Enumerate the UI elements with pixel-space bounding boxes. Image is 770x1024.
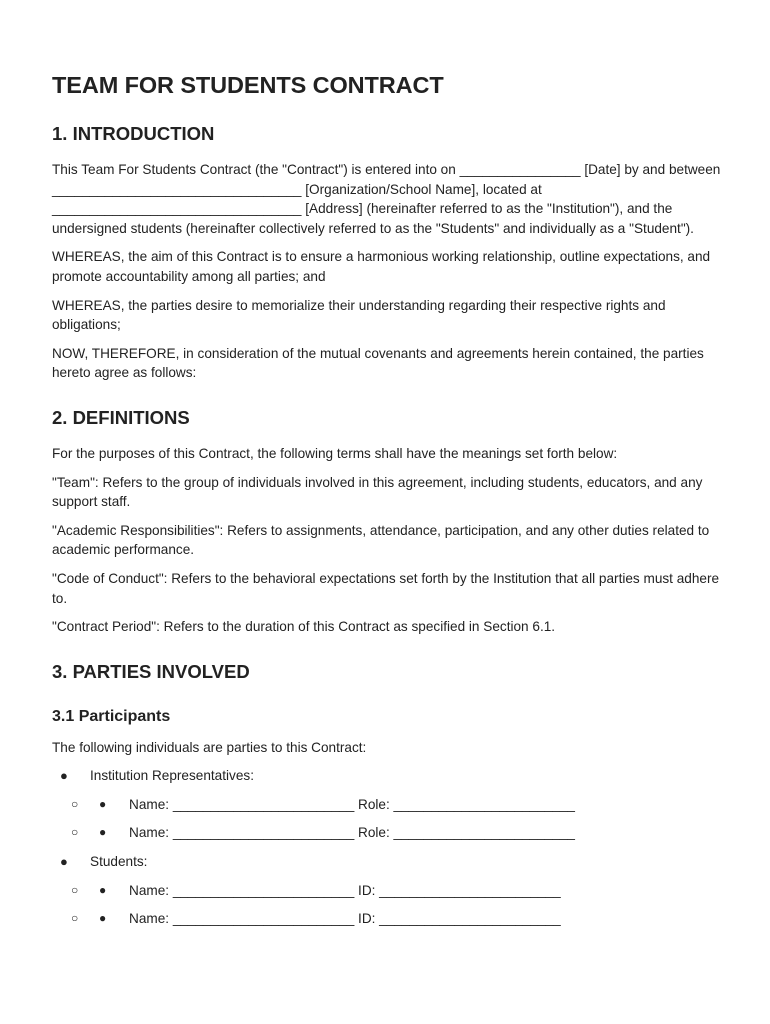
bullet-icon: ●	[99, 911, 107, 926]
definition-contract-period: "Contract Period": Refers to the duration of this Contract as specified in Section 6.1.	[52, 619, 556, 635]
bullet-icon: ●	[60, 854, 68, 870]
circle-bullet-icon: ○	[71, 882, 79, 897]
circle-bullet-icon: ○	[71, 911, 79, 926]
circle-bullet-icon: ○	[71, 825, 79, 840]
list-item	[52, 909, 732, 929]
student-name-id-line: Name: ________________________ ID: ________________________	[129, 911, 561, 927]
participants-list	[52, 766, 732, 929]
section-heading-parties: 3. PARTIES INVOLVED	[52, 660, 250, 682]
representative-name-role-line: Name: ________________________ Role: ________________________	[129, 825, 575, 841]
whereas-paragraph-2: WHEREAS, the parties desire to memorialize their understanding regarding their respective rights and obligations;	[52, 297, 666, 333]
document-title: TEAM FOR STUDENTS CONTRACT	[52, 72, 444, 98]
students-list	[71, 881, 732, 929]
section-heading-introduction: 1. INTRODUCTION	[52, 123, 215, 144]
definition-team: "Team": Refers to the group of individuals involved in this agreement, including students, educators, and any support staff.	[52, 474, 703, 510]
now-therefore-paragraph: NOW, THEREFORE, in consideration of the mutual covenants and agreements herein contained, the parties hereto agree as follows:	[52, 345, 704, 381]
institution-representatives-list	[71, 795, 732, 843]
definitions-intro: For the purposes of this Contract, the following terms shall have the meanings set forth below:	[52, 445, 618, 461]
bullet-icon: ●	[60, 768, 68, 784]
document-page	[52, 70, 732, 938]
group-label-institution: Institution Representatives:	[90, 768, 254, 784]
bullet-icon: ●	[99, 825, 107, 840]
whereas-paragraph-1: WHEREAS, the aim of this Contract is to ensure a harmonious working relationship, outline expectations, and promote accountability among all parties; and	[52, 249, 711, 284]
definition-academic-responsibilities: "Academic Responsibilities": Refers to assignments, attendance, participation, and any other duties related to academic performance.	[52, 522, 710, 558]
list-item	[52, 795, 732, 815]
group-label-students: Students:	[90, 854, 148, 870]
bullet-icon: ●	[99, 882, 107, 897]
representative-name-role-line: Name: ________________________ Role: ________________________	[129, 796, 575, 812]
subsection-heading-participants: 3.1 Participants	[52, 707, 171, 725]
participants-intro: The following individuals are parties to this Contract:	[52, 739, 367, 755]
intro-paragraph: This Team For Students Contract (the "Contract") is entered into on ________________ [Date] by and between _________________________________ [Organization/School Name], located at _________________________________ [Address] (hereinafter referred to as the "Institution"), and the undersigned students (hereinafter collectively referred to as the "Students" and individually as a "Student").	[52, 162, 721, 236]
list-item	[52, 852, 732, 929]
list-item	[52, 881, 732, 901]
section-heading-definitions: 2. DEFINITIONS	[52, 406, 190, 428]
bullet-icon: ●	[99, 796, 107, 811]
student-name-id-line: Name: ________________________ ID: ________________________	[129, 882, 561, 898]
definition-code-of-conduct: "Code of Conduct": Refers to the behavioral expectations set forth by the Institution that all parties must adhere to.	[52, 570, 720, 606]
circle-bullet-icon: ○	[71, 796, 79, 811]
list-item	[52, 823, 732, 843]
list-item	[52, 766, 732, 843]
